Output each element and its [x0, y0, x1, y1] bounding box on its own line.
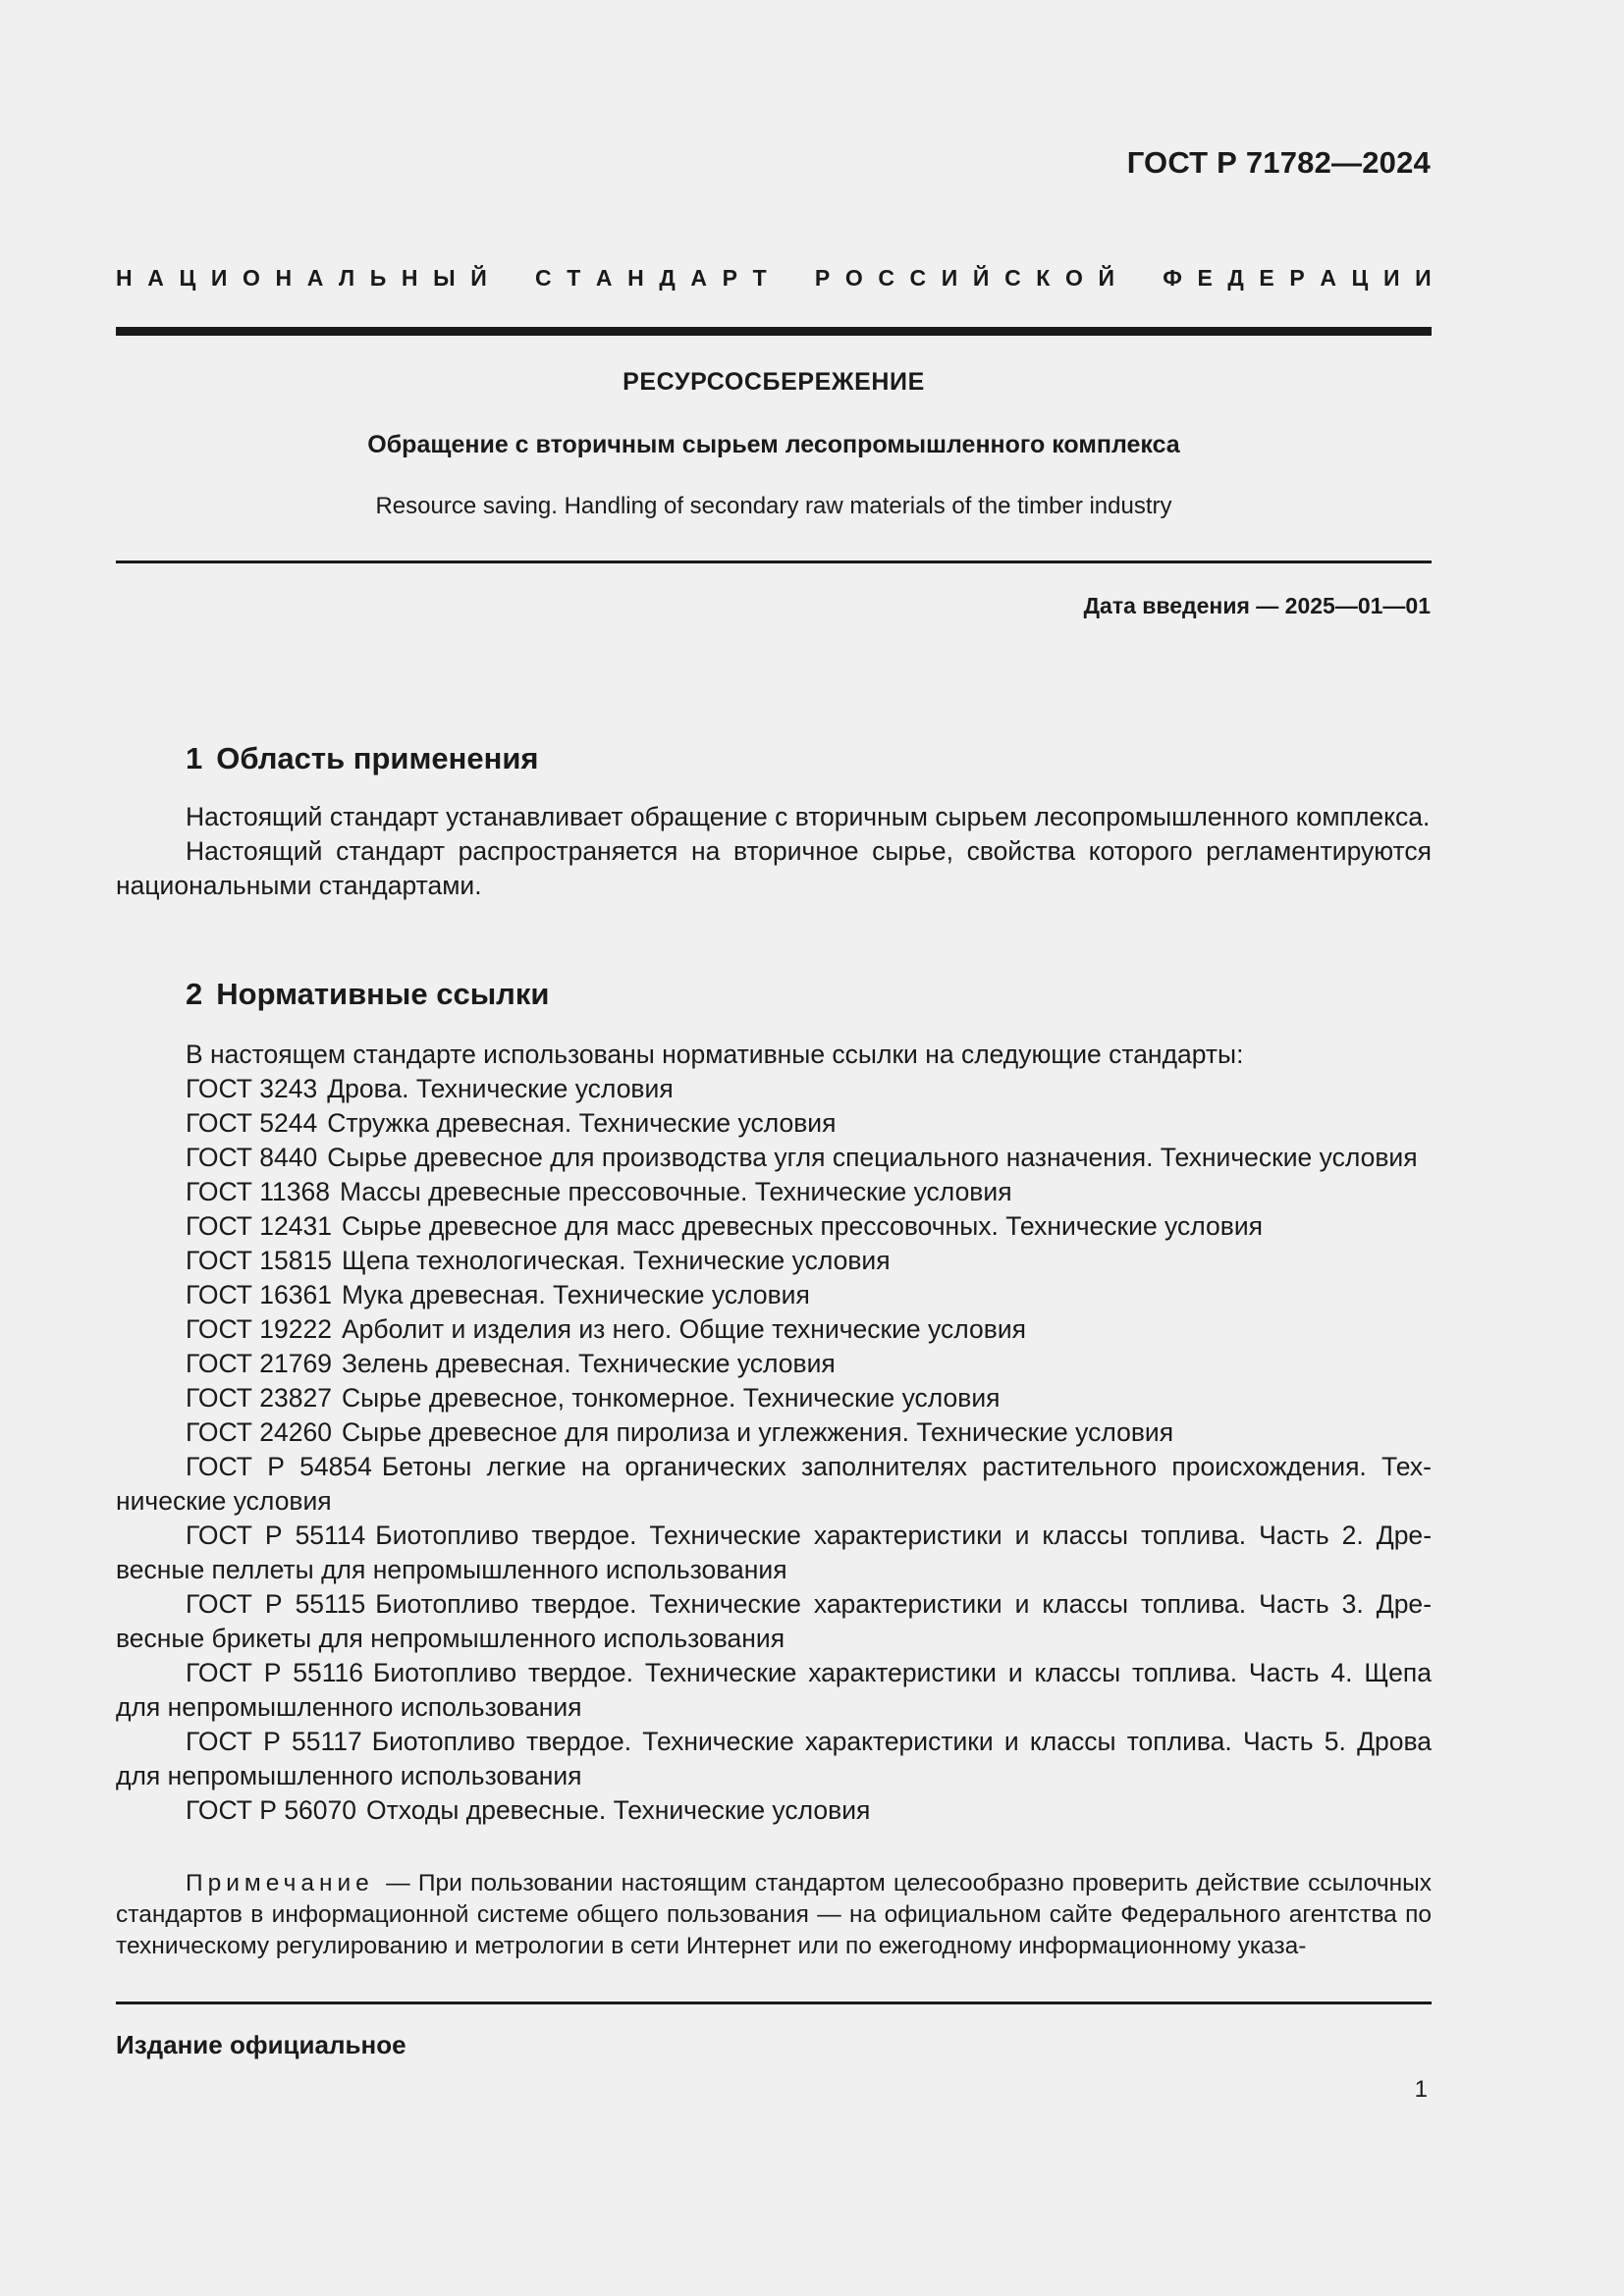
reference-code: ГОСТ Р 55115	[186, 1589, 366, 1619]
reference-code: ГОСТ 15815	[186, 1246, 332, 1275]
heading-letter: А	[147, 265, 164, 291]
heading-letter: Н	[627, 265, 644, 291]
reference-item	[116, 1244, 1432, 1278]
heading-letter: И	[1415, 265, 1432, 291]
heading-letter: Е	[1259, 265, 1274, 291]
heading-letter: Д	[659, 265, 676, 291]
reference-code: ГОСТ 8440	[186, 1143, 318, 1172]
reference-title: Биотопливо твердое. Технические характеристики и классы топлива. Часть 4. Щепа для непромышленного использования	[116, 1658, 1432, 1722]
page-number: 1	[1414, 2076, 1428, 2103]
reference-title: Массы древесные прессовочные. Технические условия	[340, 1177, 1012, 1206]
section-1-number: 1	[186, 741, 203, 775]
reference-code: ГОСТ 23827	[186, 1383, 332, 1413]
reference-title: Арболит и изделия из него. Общие технические условия	[341, 1314, 1026, 1344]
reference-code: ГОСТ Р 54854	[186, 1452, 372, 1481]
section-1-body	[116, 800, 1432, 903]
note-label: Примечание	[186, 1870, 374, 1896]
heading-letter: А	[1320, 265, 1336, 291]
gost-number: ГОСТ Р 71782—2024	[1126, 145, 1431, 180]
heading-letter: Ь	[369, 265, 387, 291]
heading-letter: Т	[752, 265, 767, 291]
reference-title: Сырье древесное для производства угля специального назначения. Технические условия	[327, 1143, 1418, 1172]
reference-title: Биотопливо твердое. Технические характеристики и классы топлива. Часть 2. Древесные пеллеты для непромышленного использования	[116, 1521, 1433, 1584]
reference-code: ГОСТ 5244	[186, 1108, 318, 1138]
heading-letter: И	[1382, 265, 1400, 291]
reference-item	[116, 1347, 1432, 1381]
reference-item	[116, 1175, 1432, 1209]
reference-code: ГОСТ Р 55116	[186, 1658, 364, 1687]
heading-letter: Н	[275, 265, 293, 291]
reference-code: ГОСТ 16361	[186, 1280, 332, 1309]
heading-letter: А	[690, 265, 708, 291]
reference-item	[116, 1278, 1432, 1312]
section-1-paragraph: Настоящий стандарт распространяется на вторичное сырье, свойства которого регламентируются национальными стандартами.	[116, 836, 1432, 900]
reference-item	[116, 1415, 1432, 1450]
reference-title: Отходы древесные. Технические условия	[366, 1795, 871, 1825]
heading-letter: Ф	[1163, 265, 1182, 291]
heading-letter: Л	[339, 265, 355, 291]
reference-title: Зелень древесная. Технические условия	[341, 1349, 836, 1378]
heading-letter: Ы	[433, 265, 456, 291]
heading-letter: А	[306, 265, 324, 291]
section-2-heading	[186, 977, 549, 1012]
reference-code: ГОСТ 12431	[186, 1211, 332, 1241]
heading-letter: И	[941, 265, 958, 291]
section-1-heading	[186, 741, 539, 776]
reference-item	[116, 1381, 1432, 1415]
heading-letter: Е	[1197, 265, 1213, 291]
reference-item	[116, 1587, 1432, 1656]
reference-code: ГОСТ 24260	[186, 1417, 332, 1447]
official-edition-label: Издание официальное	[116, 2030, 406, 2059]
heading-letter: Й	[1098, 265, 1114, 291]
reference-code: ГОСТ 3243	[186, 1074, 318, 1103]
reference-item	[116, 1519, 1432, 1587]
heading-letter: Н	[116, 265, 133, 291]
reference-item	[116, 1141, 1432, 1175]
heading-letter: Й	[972, 265, 990, 291]
heading-letter: О	[1064, 265, 1083, 291]
section-2-intro: В настоящем стандарте использованы нормативные ссылки на следующие стандарты:	[186, 1040, 1244, 1069]
reference-title: Биотопливо твердое. Технические характеристики и классы топлива. Часть 3. Древесные брикеты для непромышленного использования	[116, 1589, 1433, 1653]
normative-reference-list	[116, 1072, 1432, 1828]
heading-letter: Р	[722, 265, 737, 291]
header-thick-rule	[116, 327, 1432, 336]
heading-letter: С	[1004, 265, 1021, 291]
heading-letter: Р	[1289, 265, 1305, 291]
heading-word-gap	[502, 265, 519, 292]
footer-rule	[116, 2002, 1432, 2004]
reference-item	[116, 1793, 1432, 1828]
heading-letter: Р	[814, 265, 831, 291]
heading-letter: Й	[470, 265, 487, 291]
heading-letter: Т	[567, 265, 581, 291]
reference-code: ГОСТ Р 55117	[186, 1727, 362, 1756]
note-text: — При пользовании настоящим стандартом целесообразно проверить действие ссылочных стандартов в информационной системе общего пользования — на официальном сайте Федерального агентства по техническому регулированию и метрологии в сети Интернет или по ежегодному информационному указа-	[116, 1870, 1432, 1959]
section-2-title: Нормативные ссылки	[216, 977, 550, 1011]
introduction-date: Дата введения — 2025—01—01	[1083, 593, 1431, 618]
reference-code: ГОСТ Р 56070	[186, 1795, 357, 1825]
reference-code: ГОСТ Р 55114	[186, 1521, 366, 1550]
heading-letter: Н	[401, 265, 418, 291]
reference-title: Сырье древесное, тонкомерное. Технические условия	[341, 1383, 1001, 1413]
title-divider-rule	[116, 561, 1432, 563]
reference-item	[116, 1312, 1432, 1347]
reference-item	[116, 1209, 1432, 1244]
section-1-title: Область применения	[216, 741, 539, 775]
reference-title: Сырье древесное для масс древесных прессовочных. Технические условия	[341, 1211, 1263, 1241]
reference-code: ГОСТ 19222	[186, 1314, 332, 1344]
reference-title: Дрова. Технические условия	[327, 1074, 674, 1103]
reference-title: Мука древесная. Технические условия	[341, 1280, 810, 1309]
heading-letter: И	[210, 265, 228, 291]
reference-item	[116, 1072, 1432, 1106]
heading-letter: Ц	[179, 265, 196, 291]
reference-item	[116, 1450, 1432, 1519]
heading-word-gap	[782, 265, 799, 292]
reference-code: ГОСТ 21769	[186, 1349, 332, 1378]
reference-item	[116, 1656, 1432, 1725]
reference-code: ГОСТ 11368	[186, 1177, 331, 1206]
heading-letter: С	[878, 265, 894, 291]
reference-title: Бетоны легкие на органических заполнителях растительного происхождения. Технические условия	[116, 1452, 1432, 1516]
section-1-paragraph: Настоящий стандарт устанавливает обращение с вторичным сырьем лесопромышленного комплекса.	[186, 802, 1431, 831]
heading-letter: Д	[1227, 265, 1244, 291]
standard-title-en: Resource saving. Handling of secondary raw materials of the timber industry	[375, 493, 1172, 519]
heading-word-gap	[1130, 265, 1148, 292]
heading-letter: О	[844, 265, 863, 291]
section-2-number: 2	[186, 977, 203, 1011]
section-2-body	[116, 1038, 1432, 1828]
reference-title: Щепа технологическая. Технические условия	[341, 1246, 891, 1275]
heading-letter: Ц	[1351, 265, 1369, 291]
reference-item	[116, 1725, 1432, 1793]
reference-note	[116, 1868, 1432, 1962]
reference-title: Биотопливо твердое. Технические характеристики и классы топлива. Часть 5. Дрова для непромышленного использования	[116, 1727, 1433, 1790]
heading-letter: С	[909, 265, 927, 291]
reference-title: Стружка древесная. Технические условия	[327, 1108, 837, 1138]
subject-title: РЕСУРСОСБЕРЕЖЕНИЕ	[623, 368, 925, 396]
national-standard-heading	[116, 265, 1432, 292]
heading-letter: А	[595, 265, 613, 291]
heading-letter: К	[1036, 265, 1051, 291]
reference-title: Сырье древесное для пиролиза и углежжения. Технические условия	[341, 1417, 1174, 1447]
heading-letter: О	[243, 265, 260, 291]
reference-item	[116, 1106, 1432, 1141]
heading-letter: С	[535, 265, 552, 291]
standard-title-ru: Обращение с вторичным сырьем лесопромышленного комплекса	[367, 431, 1180, 458]
